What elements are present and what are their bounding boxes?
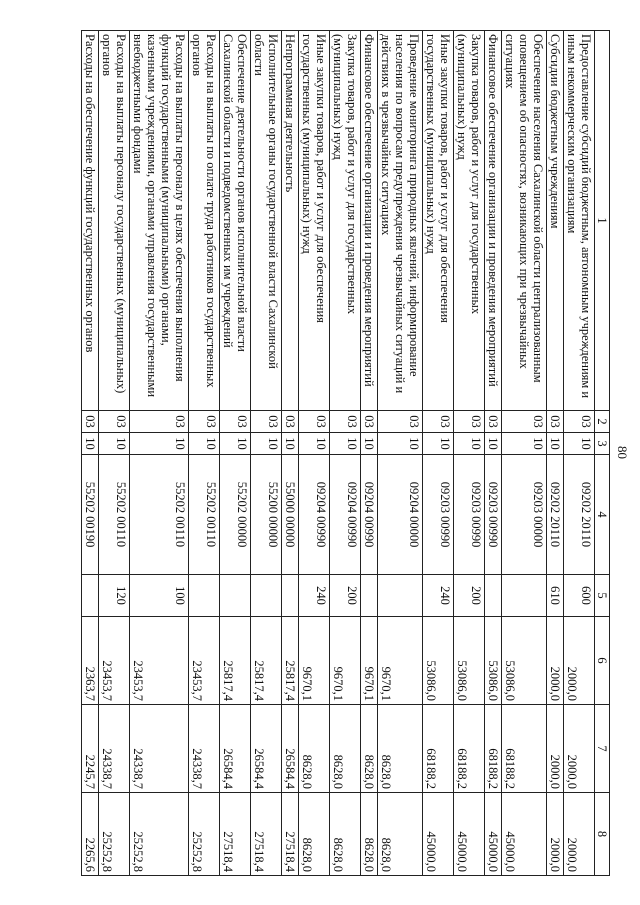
table-row <box>189 31 220 876</box>
target-article: 55000 00000 <box>282 455 299 575</box>
amount-col8: 25252,8 <box>189 793 220 876</box>
budget-table <box>81 30 610 876</box>
target-article: 09202 20110 <box>564 455 595 575</box>
page-number: 80 <box>615 446 630 459</box>
table-row <box>423 31 454 876</box>
amount-col7: 24338,7 <box>189 705 220 793</box>
item-name: Субсидии бюджетным учреждениям <box>547 31 564 411</box>
header-cell: 8 <box>595 793 610 876</box>
section-code: 03 <box>82 411 99 433</box>
subsection-code: 10 <box>99 433 130 455</box>
amount-col8: 27518,4 <box>220 793 251 876</box>
table-row <box>361 31 378 876</box>
amount-col7: 24338,7 <box>130 705 189 793</box>
amount-col6: 25817,4 <box>282 617 299 705</box>
amount-col7: 24338,7 <box>99 705 130 793</box>
item-name: Обеспечение населения Сахалинской области централизованным оповещением об опасностях, возникающих при чрезвычайных ситуациях <box>502 31 547 411</box>
target-article: 09204 00990 <box>299 455 330 575</box>
subsection-code: 10 <box>502 433 547 455</box>
item-name: Закупка товаров, работ и услуг для государственных (муниципальных) нужд <box>330 31 361 411</box>
table-row <box>282 31 299 876</box>
table-row <box>454 31 485 876</box>
amount-col6: 23453,7 <box>130 617 189 705</box>
item-name: Финансовое обеспечение организации и проведения мероприятий <box>361 31 378 411</box>
amount-col8: 8628,0 <box>299 793 330 876</box>
subsection-code: 10 <box>189 433 220 455</box>
expense-type <box>378 575 423 617</box>
amount-col8: 2265,6 <box>82 793 99 876</box>
section-code: 03 <box>423 411 454 433</box>
amount-col6: 53086,0 <box>454 617 485 705</box>
section-code: 03 <box>361 411 378 433</box>
target-article: 09203 00990 <box>485 455 502 575</box>
target-article: 09204 00000 <box>378 455 423 575</box>
amount-col8: 8628,0 <box>361 793 378 876</box>
amount-col6: 9670,1 <box>361 617 378 705</box>
amount-col7: 2000,0 <box>547 705 564 793</box>
amount-col7: 26584,4 <box>220 705 251 793</box>
expense-type: 200 <box>330 575 361 617</box>
section-code: 03 <box>330 411 361 433</box>
subsection-code: 10 <box>282 433 299 455</box>
amount-col6: 2000,0 <box>547 617 564 705</box>
amount-col7: 8628,0 <box>299 705 330 793</box>
amount-col6: 53086,0 <box>485 617 502 705</box>
expense-type <box>282 575 299 617</box>
item-name: Исполнительные органы государственной власти Сахалинской области <box>251 31 282 411</box>
section-code: 03 <box>547 411 564 433</box>
expense-type: 610 <box>547 575 564 617</box>
item-name: Обеспечение деятельности органов исполнительной власти Сахалинской области и подведомственных им учреждений <box>220 31 251 411</box>
header-cell: 5 <box>595 575 610 617</box>
target-article: 09202 20110 <box>547 455 564 575</box>
target-article: 55202 00000 <box>220 455 251 575</box>
expense-type: 200 <box>454 575 485 617</box>
subsection-code: 10 <box>299 433 330 455</box>
table-row <box>82 31 99 876</box>
subsection-code: 10 <box>378 433 423 455</box>
table-row <box>330 31 361 876</box>
section-code: 03 <box>99 411 130 433</box>
subsection-code: 10 <box>130 433 189 455</box>
table-row <box>130 31 189 876</box>
target-article: 55202 00110 <box>189 455 220 575</box>
section-code: 03 <box>564 411 595 433</box>
item-name: Предоставление субсидий бюджетным, автономным учреждениям и иным некоммерческим организациям <box>564 31 595 411</box>
amount-col6: 23453,7 <box>189 617 220 705</box>
section-code: 03 <box>130 411 189 433</box>
amount-col8: 25252,8 <box>99 793 130 876</box>
header-cell: 7 <box>595 705 610 793</box>
section-code: 03 <box>454 411 485 433</box>
section-code: 03 <box>502 411 547 433</box>
expense-type <box>189 575 220 617</box>
item-name: Расходы на выплаты по оплате труда работников государственных органов <box>189 31 220 411</box>
amount-col7: 68188,2 <box>454 705 485 793</box>
amount-col7: 8628,0 <box>378 705 423 793</box>
item-name: Расходы на выплаты персоналу в целях обеспечения выполнения функций государственными (муниципальными) органами, казенными учреждениями, органами управления государственными внебюджетными фондами <box>130 31 189 411</box>
amount-col6: 53086,0 <box>423 617 454 705</box>
header-cell: 6 <box>595 617 610 705</box>
target-article: 09203 00990 <box>454 455 485 575</box>
table-row <box>502 31 547 876</box>
header-cell: 4 <box>595 455 610 575</box>
section-code: 03 <box>299 411 330 433</box>
amount-col7: 68188,2 <box>502 705 547 793</box>
subsection-code: 10 <box>454 433 485 455</box>
header-cell: 2 <box>595 411 610 433</box>
amount-col7: 2000,0 <box>564 705 595 793</box>
table-row <box>564 31 595 876</box>
amount-col6: 25817,4 <box>251 617 282 705</box>
amount-col8: 2000,0 <box>547 793 564 876</box>
target-article: 55202 00190 <box>82 455 99 575</box>
amount-col7: 2245,7 <box>82 705 99 793</box>
item-name: Иные закупки товаров, работ и услуг для обеспечения государственных (муниципальных) нужд <box>299 31 330 411</box>
amount-col7: 26584,4 <box>251 705 282 793</box>
target-article: 09204 00990 <box>330 455 361 575</box>
expense-type <box>485 575 502 617</box>
section-code: 03 <box>282 411 299 433</box>
target-article: 55202 00110 <box>130 455 189 575</box>
amount-col8: 25252,8 <box>130 793 189 876</box>
amount-col7: 8628,0 <box>361 705 378 793</box>
amount-col8: 8628,0 <box>378 793 423 876</box>
expense-type: 240 <box>423 575 454 617</box>
expense-type: 240 <box>299 575 330 617</box>
target-article: 09203 00990 <box>423 455 454 575</box>
amount-col6: 25817,4 <box>220 617 251 705</box>
amount-col6: 2000,0 <box>564 617 595 705</box>
expense-type <box>220 575 251 617</box>
amount-col8: 45000,0 <box>502 793 547 876</box>
subsection-code: 10 <box>220 433 251 455</box>
target-article: 55202 00110 <box>99 455 130 575</box>
expense-type: 100 <box>130 575 189 617</box>
section-code: 03 <box>220 411 251 433</box>
header-cell: 3 <box>595 433 610 455</box>
expense-type <box>502 575 547 617</box>
table-row <box>99 31 130 876</box>
subsection-code: 10 <box>82 433 99 455</box>
amount-col8: 45000,0 <box>454 793 485 876</box>
amount-col6: 53086,0 <box>502 617 547 705</box>
section-code: 03 <box>378 411 423 433</box>
expense-type <box>361 575 378 617</box>
subsection-code: 10 <box>251 433 282 455</box>
item-name: Закупка товаров, работ и услуг для государственных (муниципальных) нужд <box>454 31 485 411</box>
amount-col6: 2363,7 <box>82 617 99 705</box>
item-name: Финансовое обеспечение организации и проведения мероприятий <box>485 31 502 411</box>
table-row <box>299 31 330 876</box>
table-row <box>485 31 502 876</box>
amount-col7: 8628,0 <box>330 705 361 793</box>
header-row <box>595 31 610 876</box>
amount-col8: 45000,0 <box>423 793 454 876</box>
table-row <box>378 31 423 876</box>
target-article: 09204 00990 <box>361 455 378 575</box>
target-article: 09203 00000 <box>502 455 547 575</box>
subsection-code: 10 <box>547 433 564 455</box>
subsection-code: 10 <box>564 433 595 455</box>
item-name: Расходы на обеспечение функций государственных органов <box>82 31 99 411</box>
amount-col8: 27518,4 <box>282 793 299 876</box>
amount-col6: 9670,1 <box>299 617 330 705</box>
subsection-code: 10 <box>361 433 378 455</box>
section-code: 03 <box>251 411 282 433</box>
expense-type <box>251 575 282 617</box>
amount-col7: 68188,2 <box>485 705 502 793</box>
subsection-code: 10 <box>330 433 361 455</box>
section-code: 03 <box>189 411 220 433</box>
amount-col6: 9670,1 <box>378 617 423 705</box>
table-row <box>220 31 251 876</box>
item-name: Непрограммная деятельность <box>282 31 299 411</box>
subsection-code: 10 <box>485 433 502 455</box>
amount-col8: 2000,0 <box>564 793 595 876</box>
amount-col6: 23453,7 <box>99 617 130 705</box>
expense-type <box>82 575 99 617</box>
amount-col8: 45000,0 <box>485 793 502 876</box>
expense-type: 120 <box>99 575 130 617</box>
header-cell: 1 <box>595 31 610 411</box>
expense-type: 600 <box>564 575 595 617</box>
table-row <box>547 31 564 876</box>
amount-col8: 27518,4 <box>251 793 282 876</box>
amount-col6: 9670,1 <box>330 617 361 705</box>
amount-col7: 68188,2 <box>423 705 454 793</box>
item-name: Проведение мониторинга природных явлений, информирование населения по вопросам предупреждения чрезвычайных ситуаций и действиях в чрезвычайных ситуациях <box>378 31 423 411</box>
section-code: 03 <box>485 411 502 433</box>
amount-col8: 8628,0 <box>330 793 361 876</box>
item-name: Расходы на выплаты персоналу государственных (муниципальных) органов <box>99 31 130 411</box>
item-name: Иные закупки товаров, работ и услуг для обеспечения государственных (муниципальных) нужд <box>423 31 454 411</box>
amount-col7: 26584,4 <box>282 705 299 793</box>
table-row <box>251 31 282 876</box>
subsection-code: 10 <box>423 433 454 455</box>
target-article: 55200 00000 <box>251 455 282 575</box>
